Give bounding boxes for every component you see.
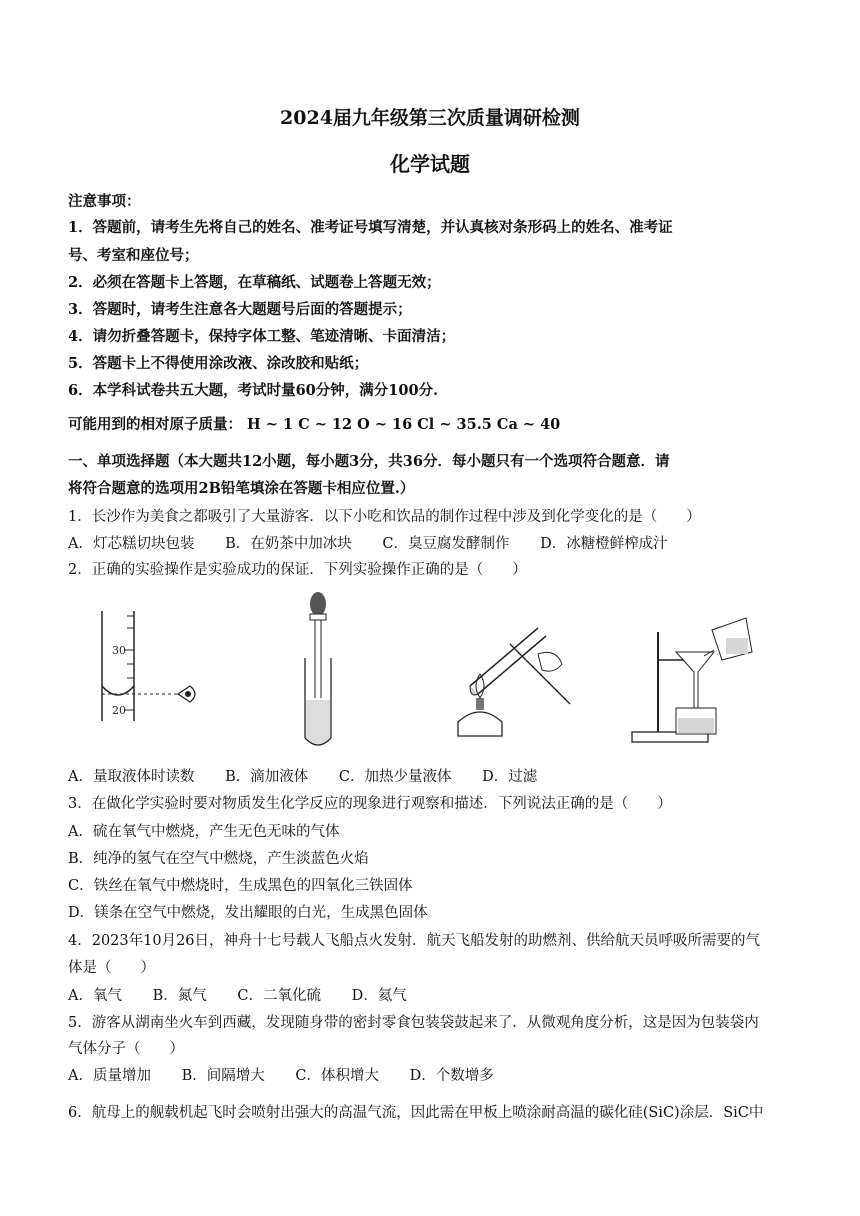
question-4-stem-cont: 体是（ ） xyxy=(68,960,155,976)
section-heading: 一、单项选择题（本大题共12小题，每小题3分，共36分．每小题只有一个选项符合题意．请 xyxy=(68,453,670,470)
notice-item: 2．必须在答题卡上答题，在草稿纸、试题卷上答题无效； xyxy=(68,274,441,291)
page-subtitle: 化学试题 xyxy=(390,152,470,176)
notice-item: 3．答题时，请考生注意各大题题号后面的答题提示； xyxy=(68,301,412,318)
question-3-option-c: C．铁丝在氧气中燃烧时，生成黑色的四氧化三铁固体 xyxy=(68,878,413,894)
question-3-option-a: A．硫在氧气中燃烧，产生无色无味的气体 xyxy=(68,824,340,840)
option-c: C．体积增大 xyxy=(295,1068,379,1084)
question-3-stem: 3．在做化学实验时要对物质发生化学反应的现象进行观察和描述．下列说法正确的是（ ） xyxy=(68,796,672,812)
dropper-test-tube-figure xyxy=(288,590,348,750)
notice-heading: 注意事项： xyxy=(68,193,141,210)
option-d: D．过滤 xyxy=(482,769,538,785)
graduated-cylinder-figure xyxy=(92,606,212,726)
scale-label-20: 20 xyxy=(112,704,126,717)
question-5-stem-cont: 气体分子（ ） xyxy=(68,1041,184,1057)
question-3-option-d: D．镁条在空气中燃烧，发出耀眼的白光，生成黑色固体 xyxy=(68,905,428,921)
notice-item: 号、考室和座位号； xyxy=(68,247,199,264)
page-title: 2024届九年级第三次质量调研检测 xyxy=(280,107,580,129)
option-d: D．氦气 xyxy=(351,988,407,1004)
atomic-mass-text: 可能用到的相对原子质量： H ~ 1 C ~ 12 O ~ 16 Cl ~ 35.5 Ca ~ 40 xyxy=(68,416,561,433)
option-a: A．量取液体时读数 xyxy=(68,769,195,785)
option-a: A．灯芯糕切块包装 xyxy=(68,536,195,552)
notice-item: 4．请勿折叠答题卡，保持字体工整、笔迹清晰、卡面清洁； xyxy=(68,328,456,345)
option-c: C．臭豆腐发酵制作 xyxy=(382,536,510,552)
option-c: C．二氧化硫 xyxy=(237,988,321,1004)
option-c: C．加热少量液体 xyxy=(338,769,452,785)
question-2-options xyxy=(68,765,563,786)
notice-item: 6．本学科试卷共五大题，考试时量60分钟，满分100分. xyxy=(68,382,439,399)
option-d: D．冰糖橙鲜榨成汁 xyxy=(540,536,668,552)
question-5-options xyxy=(68,1064,520,1085)
filtration-setup-figure xyxy=(618,612,768,750)
question-1-options xyxy=(68,532,694,553)
section-heading-cont: 将符合题意的选项用2B铅笔填涂在答题卡相应位置.） xyxy=(68,480,415,497)
scale-label-30: 30 xyxy=(112,644,126,657)
question-2-stem: 2．正确的实验操作是实验成功的保证．下列实验操作正确的是（ ） xyxy=(68,562,527,578)
option-a: A．氧气 xyxy=(68,988,122,1004)
notice-item: 1．答题前，请考生先将自己的姓名、准考证号填写清楚，并认真核对条形码上的姓名、准考证 xyxy=(68,219,673,236)
option-b: B．间隔增大 xyxy=(181,1068,265,1084)
question-4-stem: 4．2023年10月26日，神舟十七号载人飞船点火发射．航天飞船发射的助燃剂、供给航天员呼吸所需要的气 xyxy=(68,933,761,949)
question-3-option-b: B．纯净的氢气在空气中燃烧，产生淡蓝色火焰 xyxy=(68,851,369,867)
question-6-stem: 6．航母上的舰载机起飞时会喷射出强大的高温气流，因此需在甲板上喷涂耐高温的碳化硅(SiC)涂层．SiC中 xyxy=(68,1105,764,1121)
question-4-options xyxy=(68,984,433,1005)
question-5-stem: 5．游客从湖南坐火车到西藏，发现随身带的密封零食包装袋鼓起来了．从微观角度分析，这是因为包装袋内 xyxy=(68,1015,759,1031)
option-b: B．氮气 xyxy=(152,988,207,1004)
option-b: B．在奶茶中加冰块 xyxy=(225,536,352,552)
option-a: A．质量增加 xyxy=(68,1068,151,1084)
question-1-stem: 1．长沙作为美食之都吸引了大量游客．以下小吃和饮品的制作过程中涉及到化学变化的是（ ） xyxy=(68,509,701,525)
option-d: D．个数增多 xyxy=(409,1068,494,1084)
atomic-mass-line xyxy=(68,413,798,434)
option-b: B．滴加液体 xyxy=(225,769,309,785)
notice-item: 5．答题卡上不得使用涂改液、涂改胶和贴纸； xyxy=(68,355,369,372)
heating-test-tube-figure xyxy=(450,614,580,744)
